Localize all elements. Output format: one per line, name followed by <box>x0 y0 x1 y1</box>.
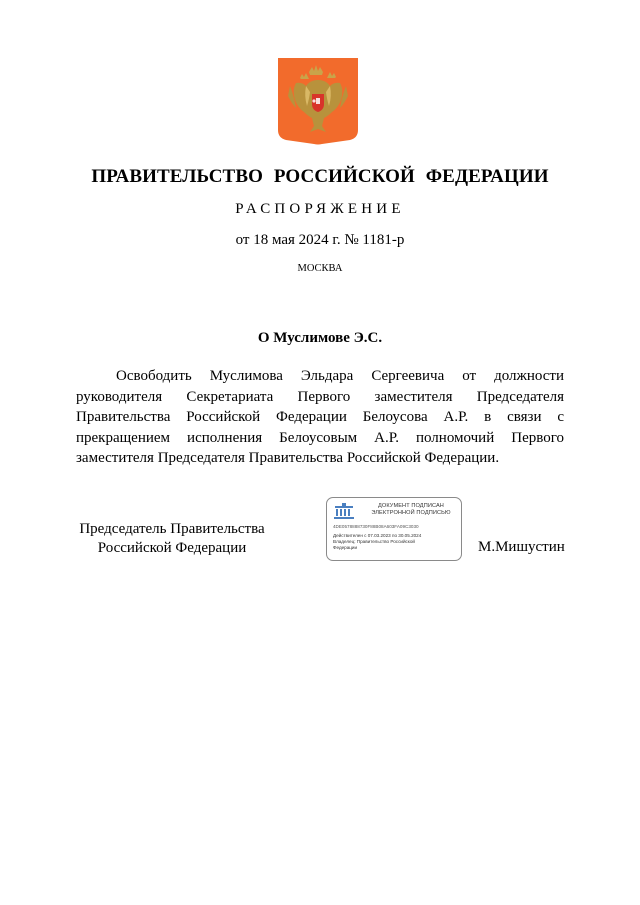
document-subject: О Муслимове Э.С. <box>257 330 383 346</box>
coat-of-arms-icon <box>276 56 360 146</box>
stamp-owner-line1: Владелец: Правительство Российской <box>333 539 415 544</box>
signer-title-line1: Председатель Правительства <box>79 521 265 537</box>
signer-title-line2: Российской Федерации <box>97 540 247 556</box>
stamp-heading-line2: ЭЛЕКТРОННОЙ ПОДПИСЬЮ <box>371 510 451 516</box>
signer-name: М.Мишустин <box>478 539 565 555</box>
stamp-heading-line1: ДОКУМЕНТ ПОДПИСАН <box>378 503 444 509</box>
document-type: РАСПОРЯЖЕНИЕ <box>235 201 405 217</box>
stamp-heading <box>363 503 459 517</box>
signer-title <box>62 520 282 558</box>
document-city: МОСКВА <box>297 263 343 274</box>
government-title: ПРАВИТЕЛЬСТВО РОССИЙСКОЙ ФЕДЕРАЦИИ <box>91 166 549 187</box>
building-icon <box>333 503 355 519</box>
stamp-owner-line2: Федерации <box>333 545 358 550</box>
stamp-validity: Действителен с 07.03.2023 по 30.05.2024 <box>333 533 422 538</box>
document-date-number: от 18 мая 2024 г. № 1181-р <box>235 232 405 248</box>
e-signature-stamp <box>326 497 462 561</box>
document-body: Освободить Муслимова Эльдара Сергеевича от должности руководителя Секретариата Первого заместителя Председателя Правительства Российской Федерации Белоусова А.Р. в связи с прекращением исполнения Белоусовым А.Р. полномочий Первого заместителя Председателя Правительства Российской Федерации. <box>76 368 564 466</box>
stamp-certificate: 4DE0578888730F88B08A603FA09C3030 <box>333 524 419 529</box>
